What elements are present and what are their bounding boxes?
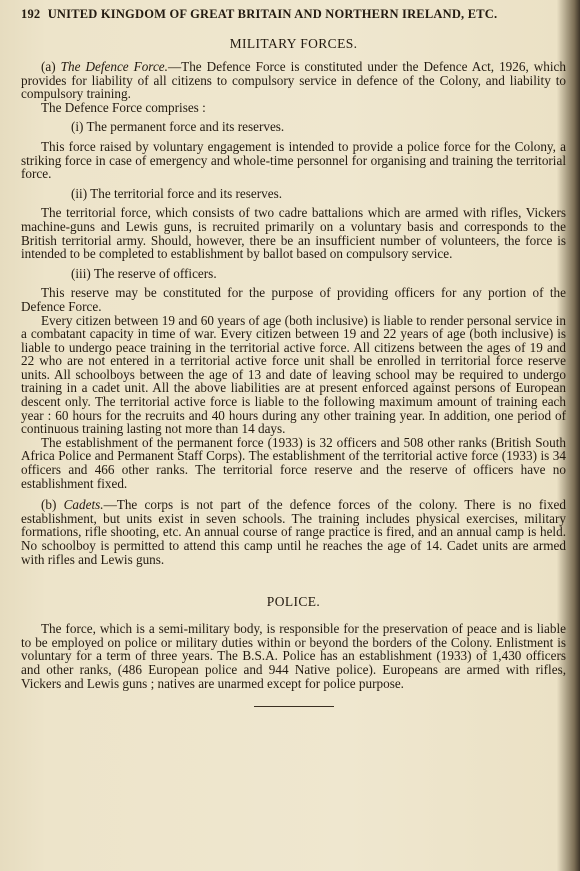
section-gap: [21, 566, 566, 584]
paragraph-permanent-force: This force raised by voluntary engagement is intended to provide a police force for the Colony, a striking force in case of emergency and whole-time personnel for organising and training the territorial force.: [21, 138, 566, 182]
subheading-reserve-officers: (iii) The reserve of officers.: [71, 265, 217, 281]
paragraph-reserve-officers: This reserve may be constituted for the purpose of providing officers for any portion of the Defence Force.: [21, 285, 566, 314]
paragraph-defence-force: [21, 60, 566, 101]
paragraph-establishment: The establishment of the permanent force (1933) is 32 officers and 508 other ranks (British South Africa Police and Permanent Staff Corps). The establishment of the territorial active force (1933) is 34 officers and 466 other ranks. The territorial force reserve and the reserve of officers have no establishment fixed.: [21, 434, 566, 491]
paragraph-police: The force, which is a semi-military body, is responsible for the preservation of peace and is liable to be employed on police or military duties within or beyond the borders of the Colony. Enlistment is voluntary for a term of three years. The B.S.A. Police has an establishment (1933) of 1,430 officers and other ranks, (486 European police and 944 Native police). Europeans are armed with rifles, Vickers and Lewis guns ; natives are unarmed except for police purpose.: [21, 621, 566, 691]
paragraph-territorial-force: The territorial force, which consists of two cadre battalions which are armed with rifles, Vickers machine-guns and Lewis guns, is recruited primarily on a voluntary basis and corresponds to the British territorial army. Should, however, there be an insufficient number of volunteers, the force is intended to be completed to establishment by ballot based on compulsory service.: [21, 205, 566, 262]
cadets-title: Cadets.: [63, 497, 104, 513]
paragraph-cadets: [21, 498, 566, 566]
section-heading-military: MILITARY FORCES.: [229, 36, 358, 51]
defence-force-title: The Defence Force.: [60, 59, 168, 74]
defence-force-text: —The Defence Force is constituted under the Defence Act, 1926, which provides for liability of all citizens to compulsory service in defence of the Colony, and liability to compulsory training.: [21, 59, 566, 102]
paragraph-comprises: The Defence Force comprises :: [41, 99, 206, 115]
item-marker-b: (b): [41, 497, 57, 513]
cadets-text: —The corps is not part of the defence forces of the colony. There is no fixed establishment, but units exist in seven schools. The training includes physical exercises, military formations, rifle shooting, etc. An annual course of range practice is fired, and an annual camp is held. No schoolboy is permitted to attend this camp until he reaches the age of 14. Cadet units are armed with rifles and Lewis guns.: [21, 497, 566, 567]
subheading-permanent-force: (i) The permanent force and its reserves.: [71, 119, 285, 135]
closing-rule: [254, 706, 334, 707]
page-number: 192: [21, 7, 41, 21]
running-header: [21, 7, 566, 22]
item-marker-a: (a): [41, 59, 56, 74]
subheading-territorial-force: (ii) The territorial force and its reserves.: [71, 185, 283, 201]
running-title: UNITED KINGDOM OF GREAT BRITAIN AND NORTHERN IRELAND, ETC.: [47, 7, 498, 21]
section-heading-police: POLICE.: [266, 594, 321, 610]
paragraph-citizen-liability: Every citizen between 19 and 60 years of age (both inclusive) is liable to render personal service in a combatant capacity in time of war. Every citizen between 19 and 22 years of age (both inclusive) is liable to undergo peace training in the territorial active force. All citizens between the ages of 19 and 22 who are not entered in a territorial active force unit shall be enrolled in territorial force reserve units. All schoolboys between the age of 13 and date of leaving school may be required to undergo training in a cadet unit. All the above liabilities are at present enforced against persons of European descent only. The territorial active force is liable to the following maximum amount of training each year : 60 hours for the recruits and 40 hours during any other training year. In addition, one period of continuous training lasting not more than 14 days.: [21, 312, 566, 437]
